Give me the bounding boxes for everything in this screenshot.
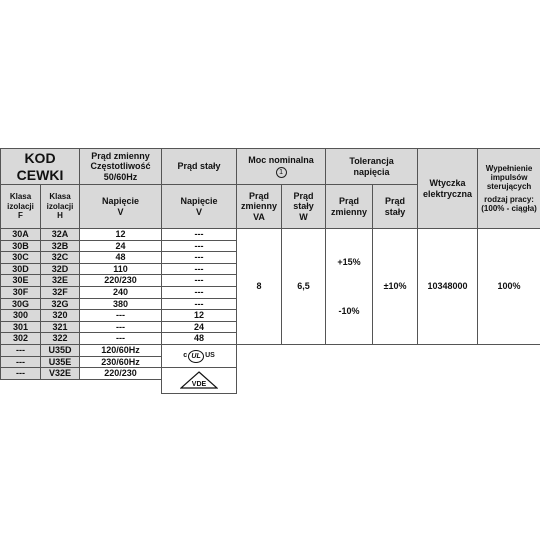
ac-voltage: 220/230 bbox=[80, 368, 162, 380]
dc-voltage: --- bbox=[162, 252, 237, 264]
dc-voltage: --- bbox=[162, 229, 237, 241]
class-h-code: 32C bbox=[41, 252, 80, 264]
tolerance-minus: -10% bbox=[338, 305, 360, 316]
ul-certification-cell bbox=[162, 345, 237, 368]
class-f-code: 30F bbox=[1, 287, 41, 299]
ac-voltage: --- bbox=[80, 310, 162, 322]
ac-voltage: 240 bbox=[80, 287, 162, 299]
voltage-tolerance-header: Tolerancja napięcia bbox=[326, 149, 418, 185]
nominal-power-label: Moc nominalna bbox=[248, 154, 314, 165]
empty-area bbox=[1, 379, 162, 393]
plug-value: 10348000 bbox=[418, 229, 478, 345]
class-f-code: 30E bbox=[1, 275, 41, 287]
power-w-value: 6,5 bbox=[282, 229, 326, 345]
class-f-code: 30G bbox=[1, 298, 41, 310]
ac-voltage: 110 bbox=[80, 263, 162, 275]
vde-triangle-icon bbox=[180, 371, 218, 389]
plug-header: Wtyczka elektryczna bbox=[418, 149, 478, 229]
class-f-code: --- bbox=[1, 345, 41, 357]
class-f-code: 30B bbox=[1, 240, 41, 252]
duty-cycle-title: Wypełnienie impulsów sterujących bbox=[485, 163, 533, 191]
dc-voltage: --- bbox=[162, 275, 237, 287]
footnote-1-icon: 1 bbox=[276, 167, 287, 178]
class-h-code: V32E bbox=[41, 368, 80, 380]
ul-logo-c: c bbox=[183, 352, 188, 360]
ac-voltage: --- bbox=[80, 321, 162, 333]
tolerance-ac-values bbox=[326, 229, 373, 345]
coil-code-table bbox=[0, 148, 540, 394]
ac-voltage: 220/230 bbox=[80, 275, 162, 287]
class-h-code: 32B bbox=[41, 240, 80, 252]
dc-voltage: 48 bbox=[162, 333, 237, 345]
empty-area bbox=[237, 345, 540, 380]
ul-logo bbox=[183, 350, 215, 363]
dc-voltage: --- bbox=[162, 298, 237, 310]
empty-area bbox=[237, 379, 540, 393]
vde-certification-cell bbox=[162, 368, 237, 394]
tolerance-dc-header: Prąd stały bbox=[373, 185, 418, 229]
table-row bbox=[1, 345, 540, 357]
dc-voltage: --- bbox=[162, 240, 237, 252]
table-row bbox=[1, 229, 540, 241]
duty-cycle-note: rodzaj pracy: (100% - ciągła) bbox=[481, 195, 537, 214]
dc-voltage-header: Napięcie V bbox=[162, 185, 237, 229]
duty-cycle-header bbox=[478, 149, 540, 229]
class-h-code: 320 bbox=[41, 310, 80, 322]
ac-voltage: --- bbox=[80, 333, 162, 345]
class-h-code: 32D bbox=[41, 263, 80, 275]
vde-logo bbox=[180, 371, 218, 392]
table-spacer-row bbox=[1, 379, 540, 393]
header-row-1 bbox=[1, 149, 540, 185]
tolerance-plus: +15% bbox=[337, 256, 361, 267]
ac-voltage-header: Napięcie V bbox=[80, 185, 162, 229]
dc-header: Prąd stały bbox=[162, 149, 237, 185]
class-h-code: 321 bbox=[41, 321, 80, 333]
coil-code-table-wrapper bbox=[0, 148, 540, 394]
ac-voltage: 120/60Hz bbox=[80, 345, 162, 357]
class-f-code: 300 bbox=[1, 310, 41, 322]
class-h-code: 322 bbox=[41, 333, 80, 345]
tolerance-dc-value: ±10% bbox=[373, 229, 418, 345]
power-dc-header: Prąd stały W bbox=[282, 185, 326, 229]
class-h-code: U35E bbox=[41, 356, 80, 368]
class-f-code: 30A bbox=[1, 229, 41, 241]
vde-text: VDE bbox=[191, 381, 207, 389]
kod-cewki-header: KOD CEWKI bbox=[1, 149, 80, 185]
class-f-code: --- bbox=[1, 368, 41, 380]
class-f-code: 30D bbox=[1, 263, 41, 275]
class-f-code: --- bbox=[1, 356, 41, 368]
dc-voltage: --- bbox=[162, 287, 237, 299]
ul-logo-us: US bbox=[205, 352, 215, 360]
class-h-code: 32A bbox=[41, 229, 80, 241]
insulation-class-f-header: Klasa izolacji F bbox=[1, 185, 41, 229]
class-h-code: 32F bbox=[41, 287, 80, 299]
power-va-value: 8 bbox=[237, 229, 282, 345]
ac-voltage: 48 bbox=[80, 252, 162, 264]
dc-voltage: 24 bbox=[162, 321, 237, 333]
class-h-code: 32G bbox=[41, 298, 80, 310]
dc-voltage: --- bbox=[162, 263, 237, 275]
ac-voltage: 230/60Hz bbox=[80, 356, 162, 368]
ac-voltage: 12 bbox=[80, 229, 162, 241]
ac-voltage: 24 bbox=[80, 240, 162, 252]
insulation-class-h-header: Klasa izolacji H bbox=[41, 185, 80, 229]
ac-frequency-header: Prąd zmienny Częstotliwość 50/60Hz bbox=[80, 149, 162, 185]
duty-cycle-value: 100% bbox=[478, 229, 540, 345]
ac-voltage: 380 bbox=[80, 298, 162, 310]
class-h-code: U35D bbox=[41, 345, 80, 357]
nominal-power-header bbox=[237, 149, 326, 185]
ul-logo-ul: UL bbox=[188, 350, 204, 363]
dc-voltage: 12 bbox=[162, 310, 237, 322]
power-ac-header: Prąd zmienny VA bbox=[237, 185, 282, 229]
class-h-code: 32E bbox=[41, 275, 80, 287]
class-f-code: 301 bbox=[1, 321, 41, 333]
class-f-code: 302 bbox=[1, 333, 41, 345]
class-f-code: 30C bbox=[1, 252, 41, 264]
tolerance-ac-header: Prąd zmienny bbox=[326, 185, 373, 229]
